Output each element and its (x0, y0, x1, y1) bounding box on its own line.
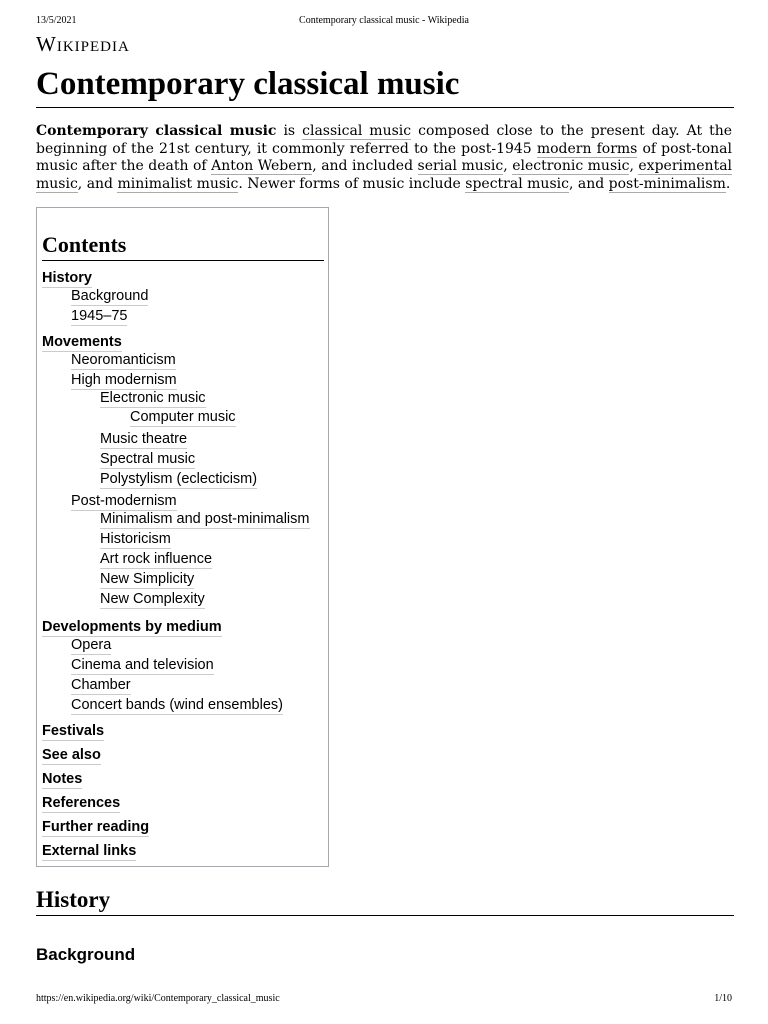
intro-text: , and (77, 175, 118, 192)
intro-lead: Contemporary classical music (36, 123, 277, 139)
toc-item-post-modernism[interactable]: Post-modernism (71, 493, 177, 509)
intro-text: . Newer forms of music include (238, 175, 466, 192)
link-minimalist-music[interactable]: minimalist music (117, 175, 239, 192)
link-anton-webern[interactable]: Anton Webern (211, 158, 313, 174)
toc-item-cinema-and-television[interactable]: Cinema and television (71, 657, 214, 673)
link-experimental-music[interactable]: experimental music (36, 158, 733, 192)
link-post-minimalism[interactable]: post-minimalism (608, 175, 726, 192)
intro-text: composed close to the present day. At the beginning of the 21st century, it commonly referred to the post-1945 (36, 123, 733, 157)
print-page-number: 1/10 (714, 993, 732, 1004)
print-document-title: Contemporary classical music - Wikipedia (299, 15, 469, 26)
toc-item-developments-by-medium[interactable]: Developments by medium (42, 619, 222, 635)
link-classical-music[interactable]: classical music (302, 123, 412, 139)
print-url: https://en.wikipedia.org/wiki/Contemporary_classical_music (36, 993, 280, 1004)
toc-item-spectral-music[interactable]: Spectral music (100, 451, 196, 467)
toc-item-concert-bands-wind-ensembles[interactable]: Concert bands (wind ensembles) (71, 697, 283, 713)
intro-text: , and included (312, 158, 418, 174)
toc-item-music-theatre[interactable]: Music theatre (100, 431, 188, 447)
toc-item-polystylism-eclecticism[interactable]: Polystylism (eclecticism) (100, 471, 258, 487)
print-header (36, 15, 732, 29)
section-heading-history: History (36, 884, 734, 916)
toc-item-1945-75[interactable]: 1945–75 (71, 308, 128, 324)
toc-item-see-also[interactable]: See also (42, 747, 101, 763)
wikipedia-logo[interactable]: Wikipedia (36, 32, 130, 56)
page-title: Contemporary classical music (36, 62, 734, 108)
toc-item-minimalism-and-post-minimalism[interactable]: Minimalism and post-minimalism (100, 511, 310, 527)
toc-item-festivals[interactable]: Festivals (42, 723, 105, 739)
toc-item-high-modernism[interactable]: High modernism (71, 372, 177, 388)
subsection-heading-background: Background (36, 945, 136, 964)
toc-item-further-reading[interactable]: Further reading (42, 819, 150, 835)
link-serial-music[interactable]: serial music (417, 158, 504, 174)
toc-item-background[interactable]: Background (71, 288, 149, 304)
intro-text: , (629, 158, 639, 174)
toc-item-historicism[interactable]: Historicism (100, 531, 171, 547)
intro-text: of post-tonal music after the death of (36, 140, 733, 174)
print-date: 13/5/2021 (36, 15, 77, 26)
toc-item-new-complexity[interactable]: New Complexity (100, 591, 205, 607)
link-modern-forms[interactable]: modern forms (536, 140, 638, 157)
toc-item-art-rock-influence[interactable]: Art rock influence (100, 551, 213, 567)
toc-item-notes[interactable]: Notes (42, 771, 83, 787)
intro-text: . (725, 175, 731, 192)
intro-paragraph (36, 123, 732, 193)
toc-item-references[interactable]: References (42, 795, 121, 811)
intro-text: is (276, 123, 303, 139)
toc-item-chamber[interactable]: Chamber (71, 677, 131, 693)
toc-title: Contents (42, 230, 324, 261)
toc-item-electronic-music[interactable]: Electronic music (100, 390, 206, 406)
print-footer (36, 993, 732, 1007)
table-of-contents (36, 207, 329, 867)
toc-item-history[interactable]: History (42, 270, 92, 286)
link-electronic-music[interactable]: electronic music (512, 158, 630, 174)
toc-item-new-simplicity[interactable]: New Simplicity (100, 571, 195, 587)
link-spectral-music[interactable]: spectral music (465, 175, 569, 192)
intro-text: , (503, 158, 513, 174)
toc-item-external-links[interactable]: External links (42, 843, 137, 859)
intro-text: , and (568, 175, 609, 192)
toc-item-movements[interactable]: Movements (42, 334, 122, 350)
toc-item-opera[interactable]: Opera (71, 637, 112, 653)
toc-item-neoromanticism[interactable]: Neoromanticism (71, 352, 176, 368)
toc-item-computer-music[interactable]: Computer music (130, 409, 236, 425)
